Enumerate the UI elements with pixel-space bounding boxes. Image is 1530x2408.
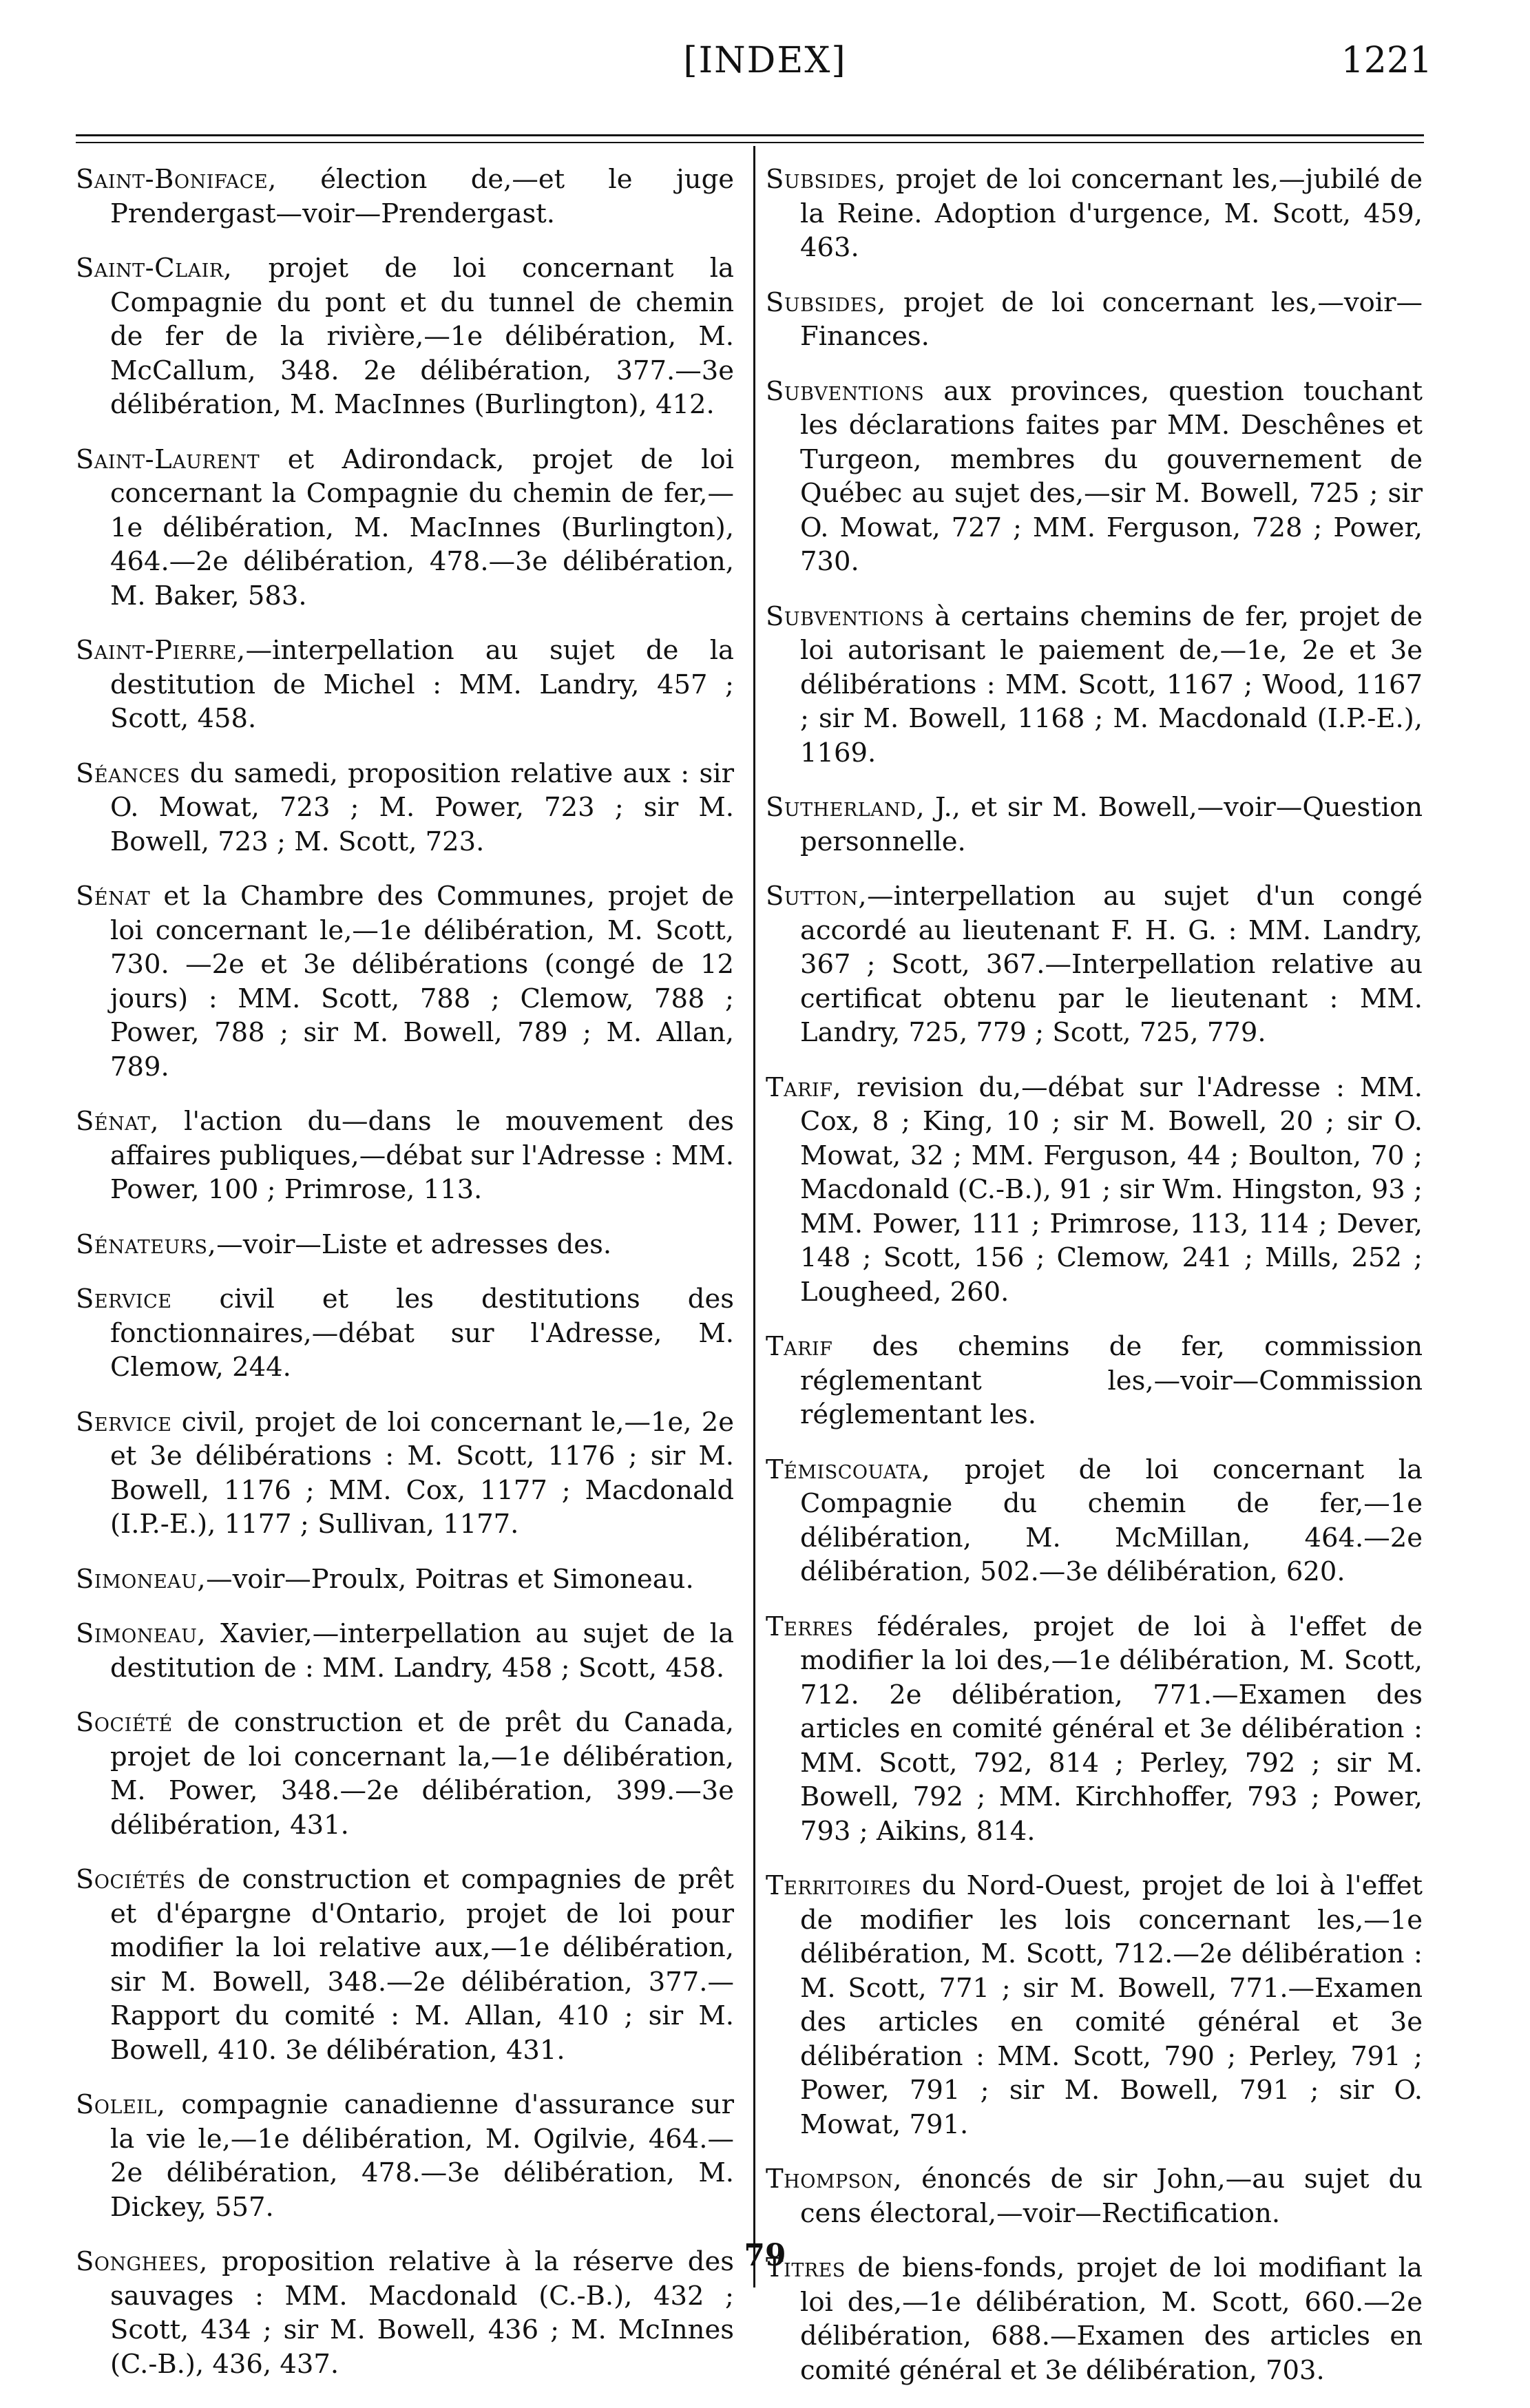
entry-text: projet de loi concernant les,—voir—Finances. xyxy=(800,286,1423,352)
entry-text: énoncés de sir John,—au sujet du cens électoral,—voir—Rectification. xyxy=(800,2164,1423,2229)
index-entry xyxy=(76,757,734,859)
column-divider xyxy=(753,146,755,2287)
index-entry xyxy=(76,443,734,614)
entry-heading: Territoires xyxy=(766,1870,912,1901)
right-column xyxy=(766,163,1423,2408)
signature-number: 79 xyxy=(744,2238,786,2273)
header-rule-bottom xyxy=(76,142,1424,143)
entry-heading: Sutherland, xyxy=(766,792,925,823)
index-entry xyxy=(76,1863,734,2067)
entry-text: projet de loi concernant la Compagnie du chemin de fer,—1e délibération, M. McMillan, 464.—2e délibération, 502.—3e délibération, 620. xyxy=(800,1454,1423,1587)
entry-heading: Songhees, xyxy=(76,2246,208,2277)
entry-text: —interpellation au sujet d'un congé accordé au lieutenant F. H. G. : MM. Landry, 367 ; Scott, 367.—Interpellation relative au certificat obtenu par le lieutenant : MM. Landry, 725, 779 ; Scott, 725, 779. xyxy=(800,881,1423,1048)
index-entry xyxy=(76,1405,734,1542)
entry-text: J., et sir M. Bowell,—voir—Question personnelle. xyxy=(800,792,1423,857)
index-entry xyxy=(766,163,1423,265)
index-entry xyxy=(76,634,734,736)
index-entry xyxy=(766,1453,1423,1589)
entry-heading: Tarif xyxy=(766,1331,833,1362)
entry-text: civil, projet de loi concernant le,—1e, 2e et 3e délibérations : M. Scott, 1176 ; sir M. Bowell, 1176 ; MM. Cox, 1177 ; Macdonald (I.P.-E.), 1177 ; Sullivan, 1177. xyxy=(110,1406,734,1540)
entry-heading: Subsides, xyxy=(766,286,886,318)
index-entry xyxy=(76,879,734,1084)
entry-text: —voir—Liste et adresses des. xyxy=(216,1228,612,1260)
entry-text: projet de loi concernant les,—jubilé de la Reine. Adoption d'urgence, M. Scott, 459, 463. xyxy=(800,164,1423,263)
entry-heading: Service xyxy=(76,1284,172,1315)
entry-text: élection de,—et le juge Prendergast—voir—Prendergast. xyxy=(110,164,734,229)
index-entry xyxy=(76,1282,734,1385)
entry-text: de construction et compagnies de prêt et d'épargne d'Ontario, projet de loi pour modifier la loi relative aux,—1e délibération, sir M. Bowell, 348.—2e délibération, 377.—Rapport du comité : M. Allan, 410 ; sir M. Bowell, 410. 3e délibération, 431. xyxy=(110,1864,734,2066)
entry-text: l'action du—dans le mouvement des affaires publiques,—débat sur l'Adresse : MM. Power, 100 ; Primrose, 113. xyxy=(110,1106,734,1205)
index-entry xyxy=(76,1104,734,1207)
entry-heading: Saint-Laurent xyxy=(76,443,260,475)
index-entry xyxy=(766,286,1423,354)
entry-text: aux provinces, question touchant les déclarations faites par MM. Deschênes et Turgeon, membres du gouvernement de Québec au sujet des,—sir M. Bowell, 725 ; sir O. Mowat, 727 ; MM. Ferguson, 728 ; Power, 730. xyxy=(800,375,1423,577)
index-entry xyxy=(766,1071,1423,1310)
index-entry xyxy=(76,251,734,422)
entry-heading: Subventions xyxy=(766,375,925,407)
index-entry xyxy=(76,1228,734,1262)
entry-heading: Simoneau, xyxy=(76,1563,207,1595)
running-title: [INDEX] xyxy=(683,40,847,81)
entry-heading: Sénat, xyxy=(76,1106,159,1137)
header-rule-top xyxy=(76,134,1424,136)
entry-heading: Sénat xyxy=(76,881,151,912)
index-entry xyxy=(766,1610,1423,1849)
entry-heading: Sutton, xyxy=(766,881,868,912)
entry-text: des chemins de fer, commission réglementant les,—voir—Commission réglementant les. xyxy=(800,1331,1423,1430)
entry-text: à certains chemins de fer, projet de loi autorisant le paiement de,—1e, 2e et 3e délibérations : MM. Scott, 1167 ; Wood, 1167 ; sir M. Bowell, 1168 ; M. Macdonald (I.P.-E.), 1169. xyxy=(800,600,1423,768)
left-column xyxy=(76,163,734,2402)
entry-text: compagnie canadienne d'assurance sur la vie le,—1e délibération, M. Ogilvie, 464.—2e délibération, 478.—3e délibération, M. Dickey, 557. xyxy=(110,2089,734,2223)
entry-heading: Terres xyxy=(766,1611,854,1642)
entry-heading: Subsides, xyxy=(766,164,886,195)
entry-heading: Simoneau, xyxy=(76,1618,207,1649)
entry-heading: Sociétés xyxy=(76,1864,186,1895)
entry-text: —voir—Proulx, Poitras et Simoneau. xyxy=(206,1563,694,1595)
entry-text: de biens-fonds, projet de loi modifiant la loi des,—1e délibération, M. Scott, 660.—2e délibération, 688.—Examen des articles en comité général et 3e délibération, 703. xyxy=(800,2252,1423,2386)
entry-heading: Saint-Clair, xyxy=(76,253,233,284)
index-entry xyxy=(766,1869,1423,2142)
entry-heading: Soleil, xyxy=(76,2089,166,2120)
entry-text: du Nord-Ouest, projet de loi à l'effet de modifier les lois concernant les,—1e délibération, M. Scott, 712.—2e délibération : M. Scott, 771 ; sir M. Bowell, 771.—Examen des articles en comité général et 3e délibération : MM. Scott, 790 ; Perley, 791 ; Power, 791 ; sir M. Bowell, 791 ; sir O. Mowat, 791. xyxy=(800,1870,1423,2140)
index-entry xyxy=(766,375,1423,579)
entry-heading: Saint-Boniface, xyxy=(76,164,277,195)
entry-text: civil et les destitutions des fonctionnaires,—débat sur l'Adresse, M. Clemow, 244. xyxy=(110,1284,734,1383)
entry-heading: Tarif, xyxy=(766,1071,842,1103)
entry-text: et la Chambre des Communes, projet de loi concernant le,—1e délibération, M. Scott, 730. —2e et 3e délibérations (congé de 12 jours) : MM. Scott, 788 ; Clemow, 788 ; Power, 788 ; sir M. Bowell, 789 ; M. Allan, 789. xyxy=(110,881,734,1082)
entry-text: Xavier,—interpellation au sujet de la destitution de : MM. Landry, 458 ; Scott, 458. xyxy=(110,1618,734,1684)
index-entry xyxy=(76,1617,734,1685)
index-entry xyxy=(766,879,1423,1050)
entry-heading: Sénateurs, xyxy=(76,1228,217,1260)
entry-text: —interpellation au sujet de la destitution de Michel : MM. Landry, 457 ; Scott, 458. xyxy=(110,635,734,734)
index-entry xyxy=(766,791,1423,859)
entry-text: fédérales, projet de loi à l'effet de modifier la loi des,—1e délibération, M. Scott, 712. 2e délibération, 771.—Examen des articles en comité général et 3e délibération : MM. Scott, 792, 814 ; Perley, 792 ; sir M. Bowell, 792 ; MM. Kirchhoffer, 793 ; Power, 793 ; Aikins, 814. xyxy=(800,1611,1423,1847)
index-entry xyxy=(766,2162,1423,2230)
entry-heading: Subventions xyxy=(766,600,925,632)
entry-heading: Titres xyxy=(766,2252,846,2283)
index-entry xyxy=(76,1706,734,1842)
entry-text: de construction et de prêt du Canada, projet de loi concernant la,—1e délibération, M. Power, 348.—2e délibération, 399.—3e délibération, 431. xyxy=(110,1707,734,1841)
entry-text: et Adirondack, projet de loi concernant la Compagnie du chemin de fer,—1e délibération, M. MacInnes (Burlington), 464.—2e délibération, 478.—3e délibération, M. Baker, 583. xyxy=(110,443,734,611)
index-entry xyxy=(766,600,1423,771)
index-entry xyxy=(76,163,734,231)
entry-heading: Témiscouata, xyxy=(766,1454,931,1485)
index-entry xyxy=(76,1562,734,1597)
entry-heading: Séances xyxy=(76,757,180,789)
entry-text: revision du,—débat sur l'Adresse : MM. Cox, 8 ; King, 10 ; sir M. Bowell, 20 ; sir O. Mowat, 32 ; MM. Ferguson, 44 ; Boulton, 70 ; Macdonald (C.-B.), 91 ; sir Wm. Hingston, 93 ; MM. Power, 111 ; Primrose, 113, 114 ; Dever, 148 ; Scott, 156 ; Clemow, 241 ; Mills, 252 ; Lougheed, 260. xyxy=(800,1071,1423,1308)
entry-heading: Saint-Pierre, xyxy=(76,635,246,666)
entry-heading: Thompson, xyxy=(766,2164,903,2195)
page-number: 1221 xyxy=(1341,40,1432,81)
entry-text: du samedi, proposition relative aux : sir O. Mowat, 723 ; M. Power, 723 ; sir M. Bowell, 723 ; M. Scott, 723. xyxy=(110,757,734,857)
index-entry xyxy=(766,1330,1423,1432)
entry-heading: Société xyxy=(76,1707,173,1738)
entry-heading: Service xyxy=(76,1406,172,1438)
entry-text: projet de loi concernant la Compagnie du pont et du tunnel de chemin de fer de la rivière,—1e délibération, M. McCallum, 348. 2e délibération, 377.—3e délibération, M. MacInnes (Burlington), 412. xyxy=(110,253,734,420)
entry-text: proposition relative à la réserve des sauvages : MM. Macdonald (C.-B.), 432 ; Scott, 434 ; sir M. Bowell, 436 ; M. McInnes (C.-B.), 436, 437. xyxy=(110,2246,734,2380)
index-entry xyxy=(76,2088,734,2224)
